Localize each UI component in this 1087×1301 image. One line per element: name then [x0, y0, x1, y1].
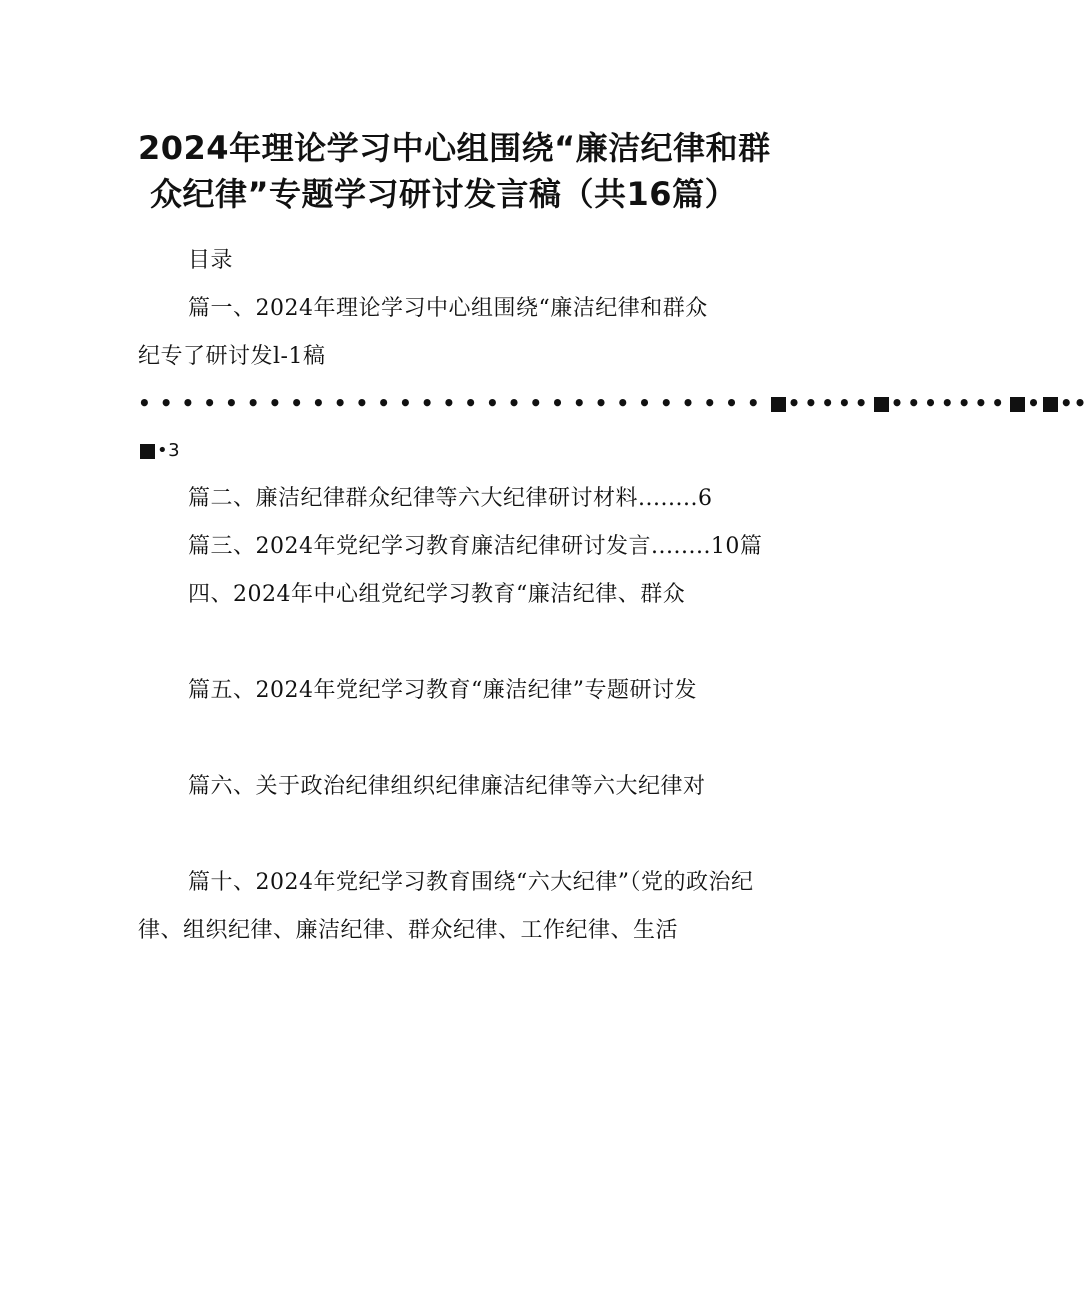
leader-dots-text: • • • • • • • • • • • • • • • • • • • • • • • • • • • • •	[138, 391, 761, 415]
toc-page-ref-1	[138, 436, 180, 466]
toc-entry-4[interactable]: 四、2024年中心组党纪学习教育“廉洁纪律、群众	[188, 582, 686, 607]
document-title-line-2: 众纪律”专题学习研讨发言稿（共16篇）	[150, 175, 738, 213]
toc-entry-7-line-2[interactable]: 律、组织纪律、廉洁纪律、群众纪律、工作纪律、生活	[138, 918, 679, 943]
toc-heading: 目录	[188, 248, 234, 273]
toc-entry-5[interactable]: 篇五、2024年党纪学习教育“廉洁纪律”专题研讨发	[188, 678, 697, 703]
toc-entry-1-line-1[interactable]: 篇一、2024年理论学习中心组围绕“廉洁纪律和群众	[188, 296, 708, 321]
square-mark-icon	[1043, 397, 1058, 412]
page-ref-text: •3	[157, 440, 181, 461]
square-mark-icon	[771, 397, 786, 412]
toc-entry-3[interactable]: 篇三、2024年党纪学习教育廉洁纪律研讨发言........10篇	[188, 534, 763, 559]
document-title-line-1: 2024年理论学习中心组围绕“廉洁纪律和群	[138, 129, 771, 167]
toc-entry-6[interactable]: 篇六、关于政治纪律组织纪律廉洁纪律等六大纪律对	[188, 774, 706, 799]
square-mark-icon	[874, 397, 889, 412]
toc-entry-7-line-1[interactable]: 篇十、2024年党纪学习教育围绕“六大纪律”（党的政治纪	[188, 870, 754, 895]
toc-leader-dots: • • • • • • • • • • • • • • • • • • • • • • • • • • • • • ••••• ••••••• • ••	[138, 391, 1087, 415]
square-mark-icon	[1010, 397, 1025, 412]
toc-entry-2[interactable]: 篇二、廉洁纪律群众纪律等六大纪律研讨材料........6	[188, 486, 713, 511]
toc-entry-1-line-2[interactable]: 纪专了研讨发l-1稿	[138, 344, 326, 369]
square-mark-icon	[140, 444, 155, 459]
